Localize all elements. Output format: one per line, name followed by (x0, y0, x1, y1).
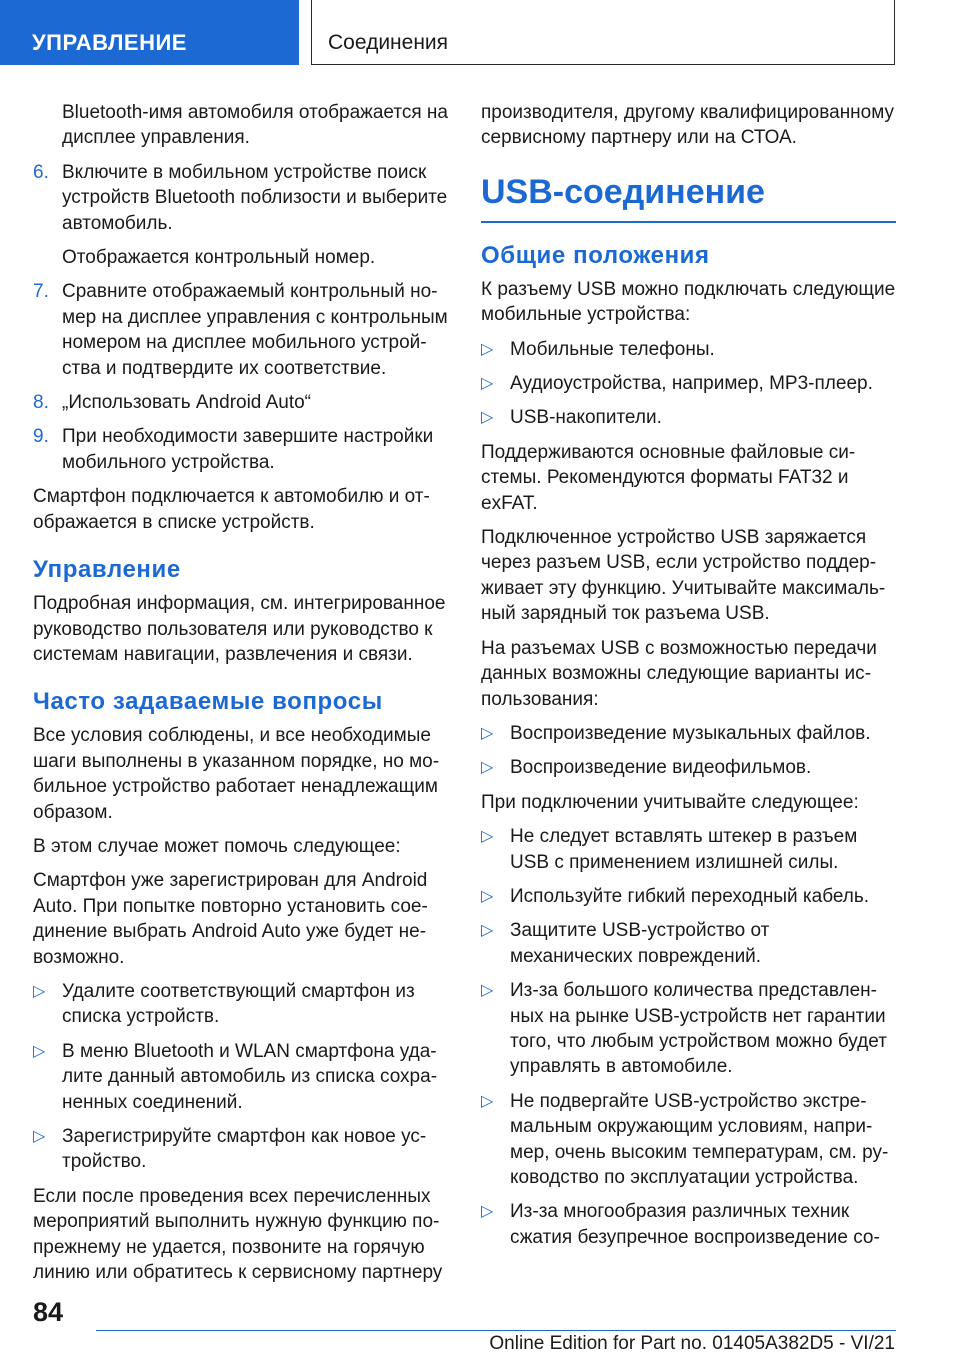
general-heading: Общие положения (481, 241, 710, 269)
continuation-paragraph: производителя, другому квалифицированному сервисному партнеру или на СТОА. (481, 102, 895, 149)
triangle-bullet-icon: ▷ (481, 759, 494, 777)
triangle-bullet-icon: ▷ (481, 982, 494, 1000)
triangle-bullet-icon: ▷ (481, 1203, 494, 1221)
control-paragraph: Подробная информация, см. интегрированное руководство пользователя или руководство к системам навигации, развлечения и связи. (33, 593, 446, 665)
notice-bullet-1 (481, 824, 896, 875)
step-6 (33, 160, 451, 236)
footer-divider (96, 1330, 896, 1331)
step-9 (33, 424, 451, 475)
charging-paragraph: Подключенное устройство USB заряжается через разъем USB, если устройство поддерживает эту функцию. Учитывайте максимальный зарядный ток разъема USB. (481, 527, 886, 625)
section-tab: УПРАВЛЕНИЕ (0, 0, 299, 65)
step-8 (33, 390, 451, 415)
bullet-text: Мобильные телефоны. (510, 338, 715, 360)
bullet-text: Воспроизведение видеофильмов. (510, 757, 812, 779)
data-transfer-paragraph: На разъемах USB с возможностью передачи данных возможны следующие варианты использования: (481, 637, 877, 710)
general-paragraph: К разъему USB можно подключать следующие мобильные устройства: (481, 278, 896, 326)
step-7 (33, 279, 451, 381)
bullet-text: Зарегистрируйте смартфон как новое устройство. (62, 1126, 427, 1173)
step-number: 7. (33, 281, 49, 303)
faq-bullet-3 (33, 1124, 451, 1175)
faq-paragraph-2: В этом случае может помочь следующее: (33, 835, 401, 857)
step-text: Отображается контрольный номер. (62, 247, 376, 269)
use-bullet-1 (481, 721, 896, 746)
step-6-result (33, 245, 451, 270)
triangle-bullet-icon: ▷ (481, 828, 494, 846)
notice-bullet-2 (481, 884, 896, 909)
faq-paragraph-1: Все условия соблюдены, и все необходимые шаги выполнены в указанном порядке, но мобильное устройство работает ненадлежащим образом. (33, 725, 440, 823)
bullet-text: Воспроизведение музыкальных файлов. (510, 722, 871, 744)
bullet-text: Аудиоустройства, например, MP3-плеер. (510, 373, 873, 395)
triangle-bullet-icon: ▷ (33, 982, 46, 1000)
bullet-text: Не подвергайте USB-устройство экстремальным окружающим условиям, например, очень высоким температурам, см. руководство по эксплуатации устройства. (510, 1090, 889, 1188)
triangle-bullet-icon: ▷ (481, 887, 494, 905)
step-text: Сравните отображаемый контрольный номер на дисплее управления с контрольным номером на дисплее мобильного устройства и подтвердите их соответствие. (62, 281, 448, 379)
bullet-text: Из-за многообразия различных техник сжатия безупречное воспроизведение со- (510, 1201, 880, 1248)
step-text: Включите в мобильном устройстве поиск устройств Bluetooth поблизости и выберите автомобиль. (62, 161, 448, 234)
triangle-bullet-icon: ▷ (481, 922, 494, 940)
device-bullet-3 (481, 405, 896, 430)
connected-paragraph: Смартфон подключается к автомобилю и отображается в списке устройств. (33, 486, 430, 533)
control-heading: Управление (33, 556, 181, 584)
page-number: 84 (33, 1297, 64, 1327)
bullet-text: Не следует вставлять штекер в разъем USB с применением излишней силы. (510, 826, 858, 873)
triangle-bullet-icon: ▷ (33, 1128, 46, 1145)
faq-paragraph-4: Если после проведения всех перечисленных мероприятий выполнить нужную функцию попрежнему не удается, позвоните на горячую линию или обратитесь к сервисному партнеру (33, 1185, 443, 1284)
intro-paragraph: Bluetooth-имя автомобиля отображается на дисплее управления. (62, 102, 448, 149)
faq-bullet-1 (33, 979, 451, 1030)
step-number: 6. (33, 161, 49, 183)
faq-bullet-2 (33, 1039, 451, 1115)
usb-heading: USB-соединение (481, 172, 765, 211)
device-bullet-1 (481, 337, 896, 362)
triangle-bullet-icon: ▷ (481, 340, 494, 358)
notice-paragraph: При подключении учитывайте следующее: (481, 791, 859, 813)
step-number: 8. (33, 392, 49, 414)
step-text: При необходимости завершите настройки мобильного устройства. (62, 426, 434, 473)
bullet-text: USB-накопители. (510, 407, 662, 429)
bullet-text: Используйте гибкий переходный кабель. (510, 885, 870, 907)
step-text: „Использовать Android Auto“ (62, 392, 312, 414)
heading-divider (481, 221, 896, 223)
step-number: 9. (33, 426, 49, 448)
bullet-text: Удалите соответствующий смартфон из списка устройств. (62, 980, 415, 1028)
faq-heading: Часто задаваемые вопросы (33, 688, 383, 716)
bullet-text: Из-за большого количества представленных на рынке USB-устройств нет гарантии того, что любым устройством можно будет управлять в автомобиле. (510, 980, 887, 1078)
chapter-title: Соединения (311, 0, 895, 65)
right-column (481, 100, 896, 1259)
use-bullet-2 (481, 755, 896, 780)
bullet-text: В меню Bluetooth и WLAN смартфона удалите данный автомобиль из списка сохраненных соединений. (62, 1040, 438, 1113)
triangle-bullet-icon: ▷ (481, 724, 494, 742)
triangle-bullet-icon: ▷ (481, 375, 494, 393)
device-bullet-2 (481, 371, 896, 396)
notice-bullet-4 (481, 978, 896, 1080)
triangle-bullet-icon: ▷ (481, 409, 494, 427)
notice-bullet-5 (481, 1089, 896, 1191)
notice-bullet-6 (481, 1199, 896, 1250)
left-column (33, 100, 451, 1294)
faq-paragraph-3: Смартфон уже зарегистрирован для Android Auto. При попытке повторно установить соединение выбрать Android Auto уже будет невозможно. (33, 870, 428, 968)
triangle-bullet-icon: ▷ (481, 1092, 494, 1110)
edition-footer: Online Edition for Part no. 01405A382D5 - VI/21 (489, 1333, 895, 1354)
triangle-bullet-icon: ▷ (33, 1042, 46, 1060)
filesystem-paragraph: Поддерживаются основные файловые системы. Рекомендуются форматы FAT32 и exFAT. (481, 441, 856, 514)
notice-bullet-3 (481, 918, 896, 969)
bullet-text: Защитите USB-устройство от механических повреждений. (510, 920, 770, 967)
